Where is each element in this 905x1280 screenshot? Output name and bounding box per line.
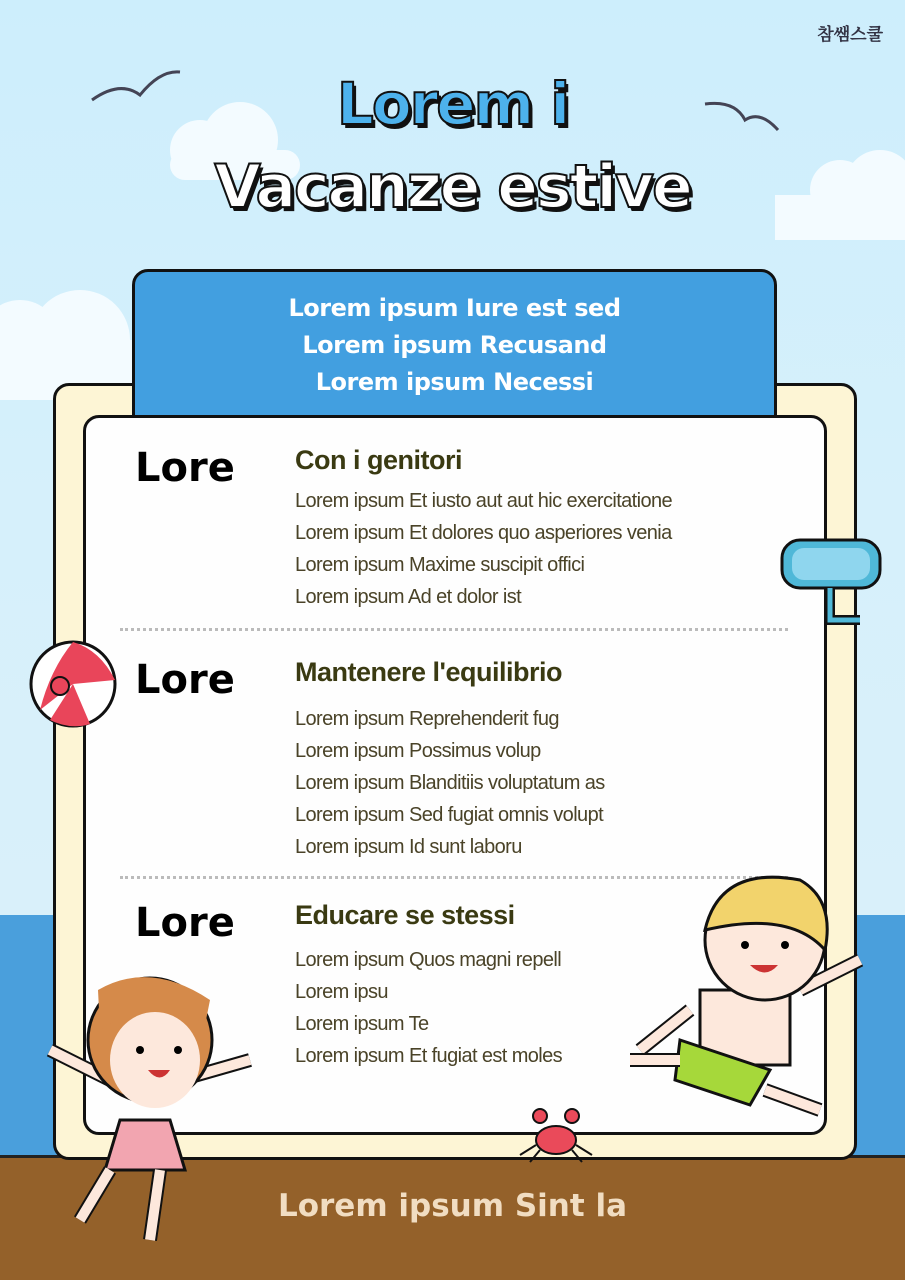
- crab-icon: [520, 1109, 592, 1162]
- list-item: Lorem ipsum Possimus volup: [295, 740, 541, 762]
- snorkel-mask-icon: [782, 540, 880, 620]
- section-tag: Lore: [135, 445, 235, 491]
- list-item: Lorem ipsu: [295, 981, 388, 1003]
- list-item: Lorem ipsum Et dolores quo asperiores venia: [295, 522, 672, 544]
- section-tag: Lore: [135, 657, 235, 703]
- footer-text: Lorem ipsum Sint la: [277, 1188, 628, 1224]
- beach-ball-icon: [31, 642, 115, 726]
- header-line: Lorem ipsum Necessi: [315, 368, 594, 396]
- header-line: Lorem ipsum Recusand: [302, 331, 607, 359]
- list-item: Lorem ipsum Blanditiis voluptatum as: [295, 772, 605, 794]
- section-tag: Lore: [135, 900, 235, 946]
- page-title-line2: Vacanze estive: [214, 152, 691, 222]
- list-item: Lorem ipsum Sed fugiat omnis volupt: [295, 804, 604, 826]
- list-item: Lorem ipsum Maxime suscipit offici: [295, 554, 585, 576]
- section-heading: Con i genitori: [295, 445, 462, 475]
- list-item: Lorem ipsum Et fugiat est moles: [295, 1045, 563, 1067]
- section-heading: Mantenere l'equilibrio: [295, 657, 562, 687]
- list-item: Lorem ipsum Te: [295, 1013, 429, 1035]
- list-item: Lorem ipsum Quos magni repell: [295, 949, 562, 971]
- section-heading: Educare se stessi: [295, 900, 515, 930]
- header-banner: [132, 269, 777, 419]
- header-line: Lorem ipsum Iure est sed: [288, 294, 621, 322]
- list-item: Lorem ipsum Reprehenderit fug: [295, 708, 559, 730]
- list-item: Lorem ipsum Ad et dolor ist: [295, 586, 522, 608]
- list-item: Lorem ipsum Id sunt laboru: [295, 836, 522, 858]
- boy-illustration: [630, 877, 860, 1110]
- illustrations: [0, 520, 905, 1280]
- brand-logo: 참쌤스쿨: [817, 25, 883, 45]
- page-title-line1: Lorem i: [336, 70, 569, 138]
- list-item: Lorem ipsum Et iusto aut aut hic exercitatione: [295, 490, 673, 512]
